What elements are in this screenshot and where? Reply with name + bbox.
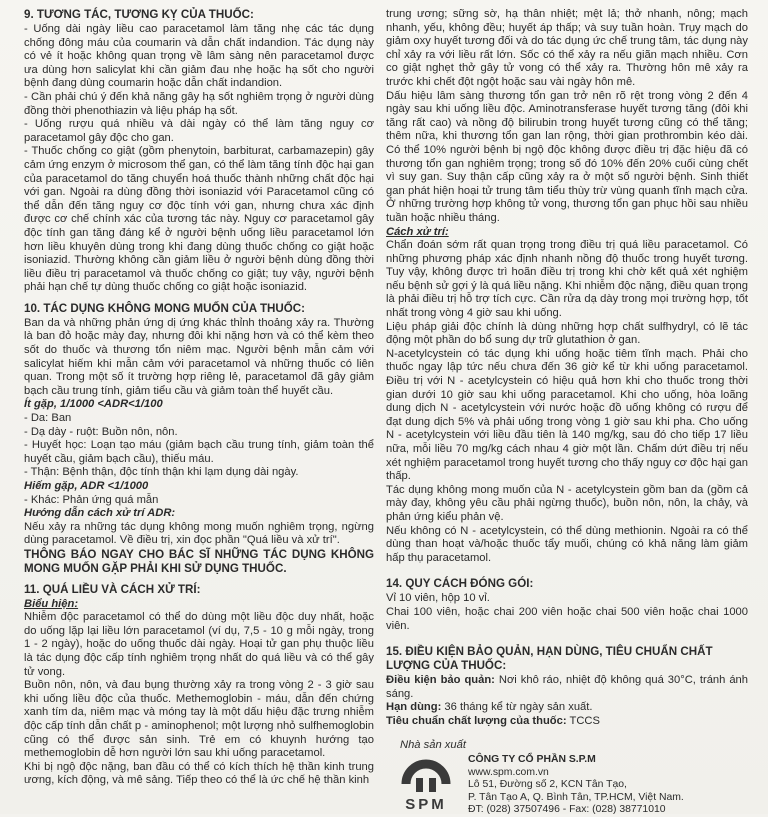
section-9-paragraph: - Uống dài ngày liều cao paracetamol làm tăng nhẹ các tác dụng chống đông máu của coumarin và dẫn chất indandion. Tác dụng này có vẻ ít hoặc không quan trọng về lâm sàng nên paracetamol được ưa dùng hơn salicylat khi cần giảm đau nhẹ hoặc hạ sốt cho người bệnh đang dùng coumarin hoặc dẫn chất indandion. — [24, 23, 374, 90]
symptoms-heading: Biểu hiện: — [24, 597, 79, 610]
quality-standard-value: TCCS — [566, 714, 600, 727]
manufacturer-name: CÔNG TY CỔ PHẦN S.P.M — [468, 754, 596, 766]
section-9-paragraph: - Cần phải chú ý đến khả năng gây hạ sốt nghiêm trọng ở người dùng đồng thời phenothiazin và liệu pháp hạ sốt. — [24, 90, 374, 117]
quality-standard-label: Tiêu chuẩn chất lượng của thuốc: — [386, 714, 567, 727]
section-11-paragraph: Khi bị ngộ độc nặng, ban đầu có thể có kích thích hệ thần kinh trung ương, kích động, và mê sảng. Tiếp theo có thể là ức chế hệ thần kinh — [24, 760, 374, 787]
packaging-item: Chai 100 viên, hoặc chai 200 viên hoặc chai 500 viên hoặc chai 1000 viên. — [386, 605, 748, 632]
manufacturer-website: www.spm.com.vn — [468, 766, 549, 778]
overdose-paragraph: Dấu hiệu lâm sàng thương tổn gan trở nên rõ rệt trong vòng 2 đến 4 ngày sau khi uống liều độc. Aminotransferase huyết tương tăng (đôi khi tăng rất cao) và nồng độ bilirubin trong huyết tương cũng có thể tăng; thêm nữa, khi thương tổn gan lan rộng, thời gian prothrombin kéo dài. Có thể 10% người bệnh bị ngộ độc không được điều trị đặc hiệu đã có thương tổn gan nghiêm trọng; trong số đó 10% đến 20% cuối cùng chết vì suy gan. Suy thận cấp cũng xảy ra ở một số người bệnh. Sinh thiết gan phát hiện hoại tử trung tâm tiểu thùy trừ vùng quanh tĩnh mạch cửa. Ở những trường hợp không tử vong, thương tổn gan phục hồi sau nhiều tuần hoặc nhiều tháng. — [386, 89, 748, 224]
frequency-uncommon: Ít gặp, 1/1000 <ADR<1/100 — [24, 398, 163, 411]
section-15-title: 15. ĐIỀU KIỆN BẢO QUẢN, HẠN DÙNG, TIÊU CHUẨN CHẤT LƯỢNG CỦA THUỐC: — [386, 645, 713, 673]
adr-item: - Dạ dày - ruột: Buồn nôn, nôn. — [24, 425, 178, 438]
shelf-life — [386, 701, 748, 715]
quality-standard — [386, 715, 748, 729]
adr-item: - Da: Ban — [24, 412, 72, 425]
adr-item: - Thận: Bệnh thận, độc tính thận khi lạm dụng dài ngày. — [24, 466, 299, 479]
treatment-paragraph: Chẩn đoán sớm rất quan trọng trong điều trị quá liều paracetamol. Có những phương pháp xác định nhanh nồng độ thuốc trong huyết tương. Tuy vậy, không được trì hoãn điều trị trong khi chờ kết quả xét nghiệm nếu bệnh sử gợi ý là quá liều nặng. Khi nhiễm độc nặng, điều quan trọng là phải điều trị hỗ trợ tích cực. Cần rửa dạ dày trong mọi trường hợp, tốt nhất trong vòng 4 giờ sau khi uống. — [386, 239, 748, 320]
section-10-paragraph: Ban da và những phản ứng dị ứng khác thỉnh thoảng xảy ra. Thường là ban đỏ hoặc mày đay, nhưng đôi khi nặng hơn và có thể kèm theo sốt do thuốc và thương tổn niêm mạc. Người bệnh mẫn cảm với salicylat hiếm khi mẫn cảm với paracetamol và những thuốc có liên quan. Trong một số ít trường hợp riêng lẻ, paracetamol đã gây giảm bạch cầu trung tính, giảm tiểu cầu và giảm toàn thể huyết cầu. — [24, 316, 374, 397]
adr-handling-heading: Hướng dẫn cách xử trí ADR: — [24, 507, 176, 520]
adr-item: - Khác: Phản ứng quá mẫn — [24, 493, 159, 506]
treatment-heading: Cách xử trí: — [386, 225, 449, 238]
storage-value: Nơi khô ráo, nhiệt độ không quá 30°C, tránh ánh sáng. — [386, 674, 749, 700]
manufacturer-label: Nhà sản xuất — [400, 738, 466, 751]
section-11-paragraph: Buồn nôn, nôn, và đau bụng thường xảy ra trong vòng 2 - 3 giờ sau khi uống liều độc của thuốc. Methemoglobin - máu, dẫn đến chứng xanh tím da, niêm mạc và móng tay là một dấu hiệu đặc trưng nhiễm độc cấp tính dẫn chất p - aminophenol; một lượng nhỏ sulfhemoglobin cũng có thể được sản sinh. Trẻ em có khuynh hướng tạo methemoglobin dễ hơn người lớn sau khi uống paracetamol. — [24, 679, 374, 760]
storage-label: Điều kiện bảo quản: — [386, 674, 495, 687]
section-11-title: 11. QUÁ LIỀU VÀ CÁCH XỬ TRÍ: — [24, 582, 201, 596]
section-14-title: 14. QUY CÁCH ĐÓNG GÓI: — [386, 577, 534, 591]
treatment-paragraph: N-acetylcystein có tác dụng khi uống hoặc tiêm tĩnh mạch. Phải cho thuốc ngay lập tức nếu chưa đến 36 giờ kể từ khi uống paracetamol. Điều trị với N - acetylcystein có hiệu quả hơn khi cho thuốc trong thời gian dưới 10 giờ sau khi uống paracetamol. Khi cho uống, hòa loãng dung dịch N - acetylcystein với nước hoặc đồ uống không có rượu để đạt dung dịch 5% và phải uống trong vòng 1 giờ sau khi pha. Cho uống N - acetylcystein với liều đầu tiên là 140 mg/kg, sau đó cho tiếp 17 liều nữa, mỗi liều 70 mg/kg cách nhau 4 giờ một lần. Chấm dứt điều trị nếu xét nghiệm paracetamol trong huyết tương cho thấy nguy cơ độc hại gan thấp. — [386, 347, 748, 483]
packaging-item: Vỉ 10 viên, hộp 10 vỉ. — [386, 592, 490, 605]
spm-logo-icon — [394, 754, 458, 812]
right-column — [386, 8, 749, 816]
overdose-paragraph: trung ương; sững sờ, hạ thân nhiệt; mệt lả; thở nhanh, nông; mạch nhanh, yếu, không đều; huyết áp thấp; và suy tuần hoàn. Trụy mạch do giảm oxy huyết tương đối và do tác dụng ức chế trung tâm, tác dụng này chỉ xảy ra với liều rất lớn. Sốc có thể xảy ra nếu giãn mạch nhiều. Cơn co giật nghẹt thở gây tử vong có thể xảy ra. Thường hôn mê xảy ra trước khi chết đột ngột hoặc sau vài ngày hôn mê. — [386, 8, 748, 88]
treatment-paragraph: Tác dụng không mong muốn của N - acetylcystein gồm ban da (gồm cả mày đay, không yêu cầu phải ngừng thuốc), buồn nôn, nôn, la chảy, và phản ứng kiểu phản vệ. — [386, 483, 748, 523]
section-11-paragraph: Nhiễm độc paracetamol có thể do dùng một liều độc duy nhất, hoặc do uống lặp lại liều lớn paracetamol (ví dụ, 7,5 - 10 g mỗi ngày, trong 1 - 2 ngày), hoặc do uống thuốc dài ngày. Hoại tử gan phụ thuộc liều là tác dụng độc cấp tính nghiêm trọng nhất do quá liều và có thể gây tử vong. — [24, 611, 374, 678]
manufacturer-address: P. Tân Tạo A, Q. Bình Tân, TP.HCM, Việt Nam. — [468, 791, 684, 803]
manufacturer-block — [394, 754, 748, 817]
manufacturer-phone: ĐT: (028) 37507496 - Fax: (028) 38771010 — [468, 804, 666, 816]
manufacturer-address: Lô 51, Đường số 2, KCN Tân Tạo, — [468, 779, 627, 791]
section-9-paragraph: - Thuốc chống co giật (gồm phenytoin, barbiturat, carbamazepin) gây cảm ứng enzym ở microsom thể gan, có thể làm tăng tính độc hại gan của paracetamol do tăng chuyển hoá thuốc thành những chất độc hại với gan. Ngoài ra dùng đồng thời isoniazid với Paracetamol cũng có thể dẫn đến tăng nguy cơ độc tính với gan, nhưng chưa xác định được cơ chế chính xác của tương tác này. Nguy cơ paracetamol gây độc tính gan tăng đáng kể ở người bệnh uống liều paracetamol lớn hơn liều khuyên dùng trong khi đang dùng thuốc chống co giật hoặc isoniazid. Thường không cần giảm liều ở người bệnh dùng đồng thời liều điều trị paracetamol và thuốc chống co giật; tuy vậy, người bệnh phải hạn chế tự dùng thuốc chống co giật hoặc isoniazid. — [24, 145, 374, 294]
manufacturer-details — [468, 754, 684, 817]
section-9-paragraph: - Uống rượu quá nhiều và dài ngày có thể làm tăng nguy cơ paracetamol gây độc cho gan. — [24, 118, 374, 144]
logo-text: SPM — [405, 796, 447, 814]
doctor-warning: THÔNG BÁO NGAY CHO BÁC SĨ NHỮNG TÁC DỤNG KHÔNG MONG MUỐN GẶP PHẢI KHI SỬ DỤNG THUỐC. — [24, 547, 374, 575]
shelf-life-value: 36 tháng kể từ ngày sản xuất. — [441, 701, 593, 714]
frequency-rare: Hiếm gặp, ADR <1/1000 — [24, 480, 149, 492]
treatment-paragraph: Nếu không có N - acetylcystein, có thể dùng methionin. Ngoài ra có thể dùng than hoạt và/hoặc thuốc tẩy muối, chúng có khả năng làm giảm hấp thụ paracetamol. — [386, 524, 748, 564]
adr-item: - Huyết học: Loạn tạo máu (giảm bạch cầu trung tính, giảm toàn thể huyết cầu, giảm bạch cầu), thiếu máu. — [24, 439, 374, 465]
section-10-paragraph: Nếu xảy ra những tác dụng không mong muốn nghiêm trọng, ngừng dùng paracetamol. Về điều trị, xin đọc phần "Quá liều và xử trí". — [24, 520, 374, 547]
section-9-title: 9. TƯƠNG TÁC, TƯƠNG KỴ CỦA THUỐC: — [24, 8, 254, 21]
shelf-life-label: Hạn dùng: — [386, 701, 442, 714]
storage-condition — [386, 674, 748, 701]
left-column — [24, 8, 374, 808]
section-10-title: 10. TÁC DỤNG KHÔNG MONG MUỐN CỦA THUỐC: — [24, 301, 306, 315]
treatment-paragraph: Liệu pháp giải độc chính là dùng những hợp chất sulfhydryl, có lẽ tác động một phần do bổ sung dự trữ glutathion ở gan. — [386, 320, 748, 347]
